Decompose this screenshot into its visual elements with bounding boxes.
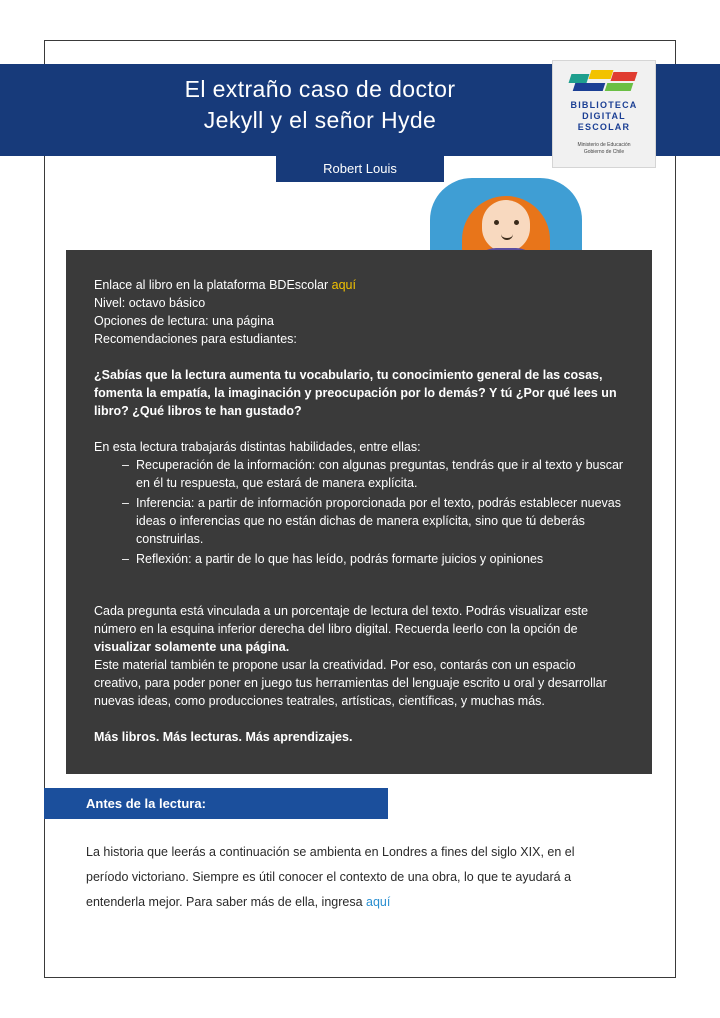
percent-note bbox=[94, 602, 624, 656]
skills-intro: En esta lectura trabajarás distintas habilidades, entre ellas: bbox=[94, 440, 421, 454]
section-heading: Antes de la lectura: bbox=[44, 788, 388, 819]
section-body bbox=[86, 840, 616, 915]
info-panel bbox=[66, 250, 652, 774]
logo-line-1: BIBLIOTECA bbox=[570, 100, 638, 110]
eye-left-icon bbox=[494, 220, 499, 225]
reading-options-line: Opciones de lectura: una página bbox=[94, 314, 274, 328]
percent-note-text: Cada pregunta está vinculada a un porcentaje de lectura del texto. Podrás visualizar este número en la esquina inferior derecha del libro digital. Recuerda leerlo con la opción de bbox=[94, 604, 589, 636]
title-line-2: Jekyll y el señor Hyde bbox=[203, 107, 437, 133]
bde-link-line bbox=[94, 276, 624, 294]
ministry-line-1: Ministerio de Educación bbox=[577, 142, 631, 148]
question-block: ¿Sabías que la lectura aumenta tu vocabulario, tu conocimiento general de las cosas, fomenta la empatía, la imaginación y preocupación por lo demás? Y tú ¿Por qué lees un libro? ¿Qué libros te han gustado? bbox=[94, 368, 617, 418]
list-item: – Reflexión: a partir de lo que has leído, podrás formarte juicios y opiniones bbox=[136, 550, 624, 568]
eye-right-icon bbox=[514, 220, 519, 225]
level-line: Nivel: octavo básico bbox=[94, 296, 206, 310]
bde-link[interactable]: aquí bbox=[331, 278, 356, 292]
list-item: – Recuperación de la información: con algunas preguntas, tendrás que ir al texto y buscar en él tu respuesta, que estará de manera explícita. bbox=[136, 456, 624, 492]
page-title bbox=[60, 74, 580, 136]
slogan: Más libros. Más lecturas. Más aprendizajes. bbox=[94, 730, 353, 744]
percent-note-emphasis: visualizar solamente una página. bbox=[94, 640, 290, 654]
skills-list bbox=[94, 456, 624, 568]
ministry-line-2: Gobierno de Chile bbox=[583, 149, 625, 155]
logo-line-2: DIGITAL bbox=[582, 111, 626, 121]
author-label: Robert Louis bbox=[276, 156, 444, 182]
section-body-text: La historia que leerás a continuación se ambienta en Londres a fines del siglo XIX, en el período victoriano. Siempre es útil conocer el contexto de una obra, lo que te ayudará a entenderla mejor. Para saber más de ella, ingresa bbox=[86, 845, 575, 909]
creativity-note: Este material también te propone usar la creatividad. Por eso, contarás con un espacio creativo, para poder poner en juego tus herramientas del lenguaje escrito u oral y desarrollar nuevas ideas, como producciones teatrales, artísticas, científicas, y muchas más. bbox=[94, 658, 607, 708]
list-item: – Inferencia: a partir de información proporcionada por el texto, podrás establecer nuevas ideas o inferencias que no están dichas de manera explícita, sino que tú deberás construirlas. bbox=[136, 494, 624, 548]
logo-line-3: ESCOLAR bbox=[577, 122, 631, 132]
recommendations-line: Recomendaciones para estudiantes: bbox=[94, 332, 297, 346]
bde-logo bbox=[552, 60, 656, 168]
bde-link-label: Enlace al libro en la plataforma BDEscolar bbox=[94, 278, 329, 292]
logo-mark-icon bbox=[568, 70, 640, 92]
context-link[interactable]: aquí bbox=[366, 895, 391, 909]
face-shape bbox=[482, 200, 530, 252]
title-line-1: El extraño caso de doctor bbox=[184, 76, 456, 102]
